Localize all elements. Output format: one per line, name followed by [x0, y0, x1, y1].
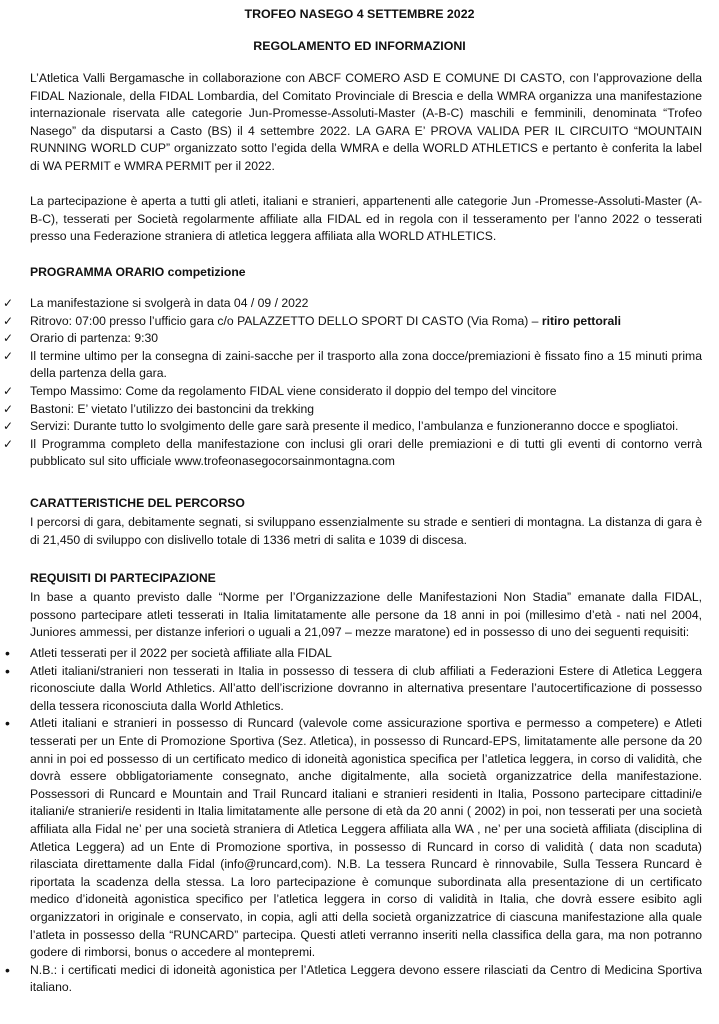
bullet-icon: • — [5, 645, 10, 661]
check-icon: ✓ — [3, 383, 14, 398]
document-title: TROFEO NASEGO 4 SETTEMBRE 2022 — [244, 7, 475, 21]
requisiti-item-text: Atleti italiani/stranieri non tesserati in Italia in possesso di tessera di club affiliati a Federazioni Estere di Atletica Leggera riconosciute dalla World Athletics. All’atto dell’iscrizione dovranno in alternativa presentare l’autocertificazione di possesso della tessera riconosciuta dalla World Athletics. — [30, 663, 702, 713]
requisiti-item-text: N.B.: i certificati medici di idoneità agonistica per l’Atletica Leggera devono essere rilasciati da Centro di Medicina Sportiva italiano. — [30, 962, 702, 995]
list-item — [0, 330, 702, 348]
requisiti-item-text: Atleti tesserati per il 2022 per società affiliate alla FIDAL — [30, 646, 332, 660]
bullet-icon: • — [5, 961, 10, 978]
check-icon: ✓ — [3, 296, 14, 310]
programma-item-text: Tempo Massimo: Come da regolamento FIDAL viene considerato il doppio del tempo del vincitore — [30, 383, 557, 398]
list-item — [0, 962, 702, 997]
check-icon: ✓ — [3, 401, 14, 416]
check-icon: ✓ — [3, 331, 14, 346]
programma-item-text: Orario di partenza: 9:30 — [30, 331, 159, 346]
percorso-heading: CARATTERISTICHE DEL PERCORSO — [30, 496, 245, 510]
list-item — [0, 715, 702, 961]
list-item — [0, 663, 702, 716]
list-item — [0, 401, 702, 419]
requisiti-heading: REQUISITI DI PARTECIPAZIONE — [30, 571, 216, 585]
list-item — [0, 295, 702, 313]
programma-item-text: Il Programma completo della manifestazione con inclusi gli orari delle premiazioni e di tutti gli eventi di contorno verrà pubblicato sul sito ufficiale www.trofeonasegocorsainmontagna.com — [30, 436, 702, 469]
percorso-paragraph: I percorsi di gara, debitamente segnati, si sviluppano essenzialmente su strade e sentieri di montagna. La distanza di gara è di 21,450 di sviluppo con dislivello totale di 1336 metri di salita e 1039 di discesa. — [30, 515, 702, 547]
programma-item-text: Il termine ultimo per la consegna di zaini-sacche per il trasporto alla zona docce/premiazioni è fissato fino a 15 minuti prima della partenza della gara. — [30, 348, 702, 381]
programma-item-text: La manifestazione si svolgerà in data 04 / 09 / 2022 — [30, 296, 309, 310]
list-item — [0, 348, 702, 383]
programma-item-text: Servizi: Durante tutto lo svolgimento delle gare sarà presente il medico, l’ambulanza e funzioneranno docce e spogliatoi. — [30, 419, 679, 434]
check-icon: ✓ — [3, 436, 14, 451]
programma-item-text: Ritrovo: 07:00 presso l’ufficio gara c/o PALAZZETTO DELLO SPORT DI CASTO (Via Roma) – — [30, 313, 542, 328]
check-icon: ✓ — [3, 419, 14, 434]
requisiti-list — [0, 645, 705, 997]
programma-item-text: Bastoni: E’ vietato l’utilizzo dei bastoncini da trekking — [30, 401, 315, 416]
intro-paragraph-1: L’Atletica Valli Bergamasche in collaborazione con ABCF COMERO ASD E COMUNE DI CASTO, con l’approvazione della FIDAL Nazionale, della FIDAL Lombardia, del Comitato Provinciale di Brescia e della WMRA organizza una manifestazione internazionale riservata alle categorie Jun-Promesse-Assoluti-Master (A-B-C) maschili e femminili, denominata “Trofeo Nasego” da disputarsi a Casto (BS) il 4 settembre 2022. LA GARA E’ PROVA VALIDA PER IL CIRCUITO “MOUNTAIN RUNNING WORLD CUP” organizzato sotto l’egida della WMRA e della WORLD ATHLETICS e pertanto è conferita la label di WA PERMIT e WMRA PERMIT per il 2022. — [30, 71, 702, 173]
ritiro-pettorali-bold: ritiro pettorali — [541, 313, 622, 328]
check-icon: ✓ — [3, 348, 14, 363]
bullet-icon: • — [5, 662, 10, 679]
list-item — [0, 313, 702, 331]
list-item — [0, 418, 702, 436]
programma-heading: PROGRAMMA ORARIO competizione — [30, 265, 246, 279]
requisiti-intro: In base a quanto previsto dalle “Norme per l’Organizzazione delle Manifestazioni Non Stadia” emanate dalla FIDAL, possono partecipare atleti tesserati in Italia limitatamente alle persone da 18 anni in poi (millesimo d’età - nati nel 2004, Juniores ammessi, per distanze inferiori o uguali a 21,097 – mezze maratone) ed in possesso di uno dei seguenti requisiti: — [30, 590, 702, 640]
list-item — [0, 436, 702, 471]
list-item — [0, 645, 702, 663]
intro-paragraph-2: La partecipazione è aperta a tutti gli atleti, italiani e stranieri, appartenenti alle categorie Jun -Promesse-Assoluti-Master (A-B-C), tesserati per Società regolarmente affiliate alla FIDAL ed in regola con il tesseramento per l’anno 2022 o tesserati presso una Federazione straniera di atletica leggera affiliata alla WORLD ATHLETICS. — [30, 194, 702, 244]
check-icon: ✓ — [3, 313, 14, 328]
list-item — [0, 383, 702, 401]
document-subtitle: REGOLAMENTO ED INFORMAZIONI — [253, 39, 466, 53]
requisiti-item-text: Atleti italiani e stranieri in possesso di Runcard (valevole come assicurazione sportiva e permesso a competere) e Atleti tesserati per un Ente di Promozione Sportiva (Sez. Atletica), in possesso di Runcard-EPS, limitatamente alle persone da 20 anni in poi ed possesso di un certificato medico di idoneità agonistica specifica per l’atletica leggera, in corso di validità, che dovrà essere obbligatoriamente consegnato, anche digitalmente, alla società organizzatrice della manifestazione. Possessori di Runcard e Mountain and Trail Runcard italiani e stranieri residenti in Italia, Possono partecipare cittadini/e italiani/e stranieri/e residenti in Italia limitatamente alle persone di età da 20 anni ( 2002) in poi, non tesserati per una società affiliata alla Fidal ne’ per una società straniera di Atletica Leggera affiliata alla WA , ne’ per una società affiliata (disciplina di Atletica Leggera) ad un Ente di Promozione sportiva, in possesso di Runcard in corso di validità ( data non scaduta) rilasciata direttamente dalla Fidal (info@runcard,com). N.B. La tessera Runcard è rinnovabile, Sulla Tessera Runcard è riportata la scadenza della stessa. La loro partecipazione è comunque subordinata alla presentazione di un certificato medico d’idoneità agonistica specifico per l’atletica leggera in corso di validità in Italia, che dovrà essere esibito agli organizzatori in originale e conservato, in copia, agli atti della società organizzatrice di ciascuna manifestazione alla quale l’atleta in possesso della “RUNCARD” partecipa. Questi atleti verranno inseriti nella classifica della gara, ma non potranno godere di rimborsi, bonus o accedere al montepremi. — [30, 716, 702, 960]
bullet-icon: • — [5, 715, 10, 732]
programma-list — [0, 295, 705, 471]
